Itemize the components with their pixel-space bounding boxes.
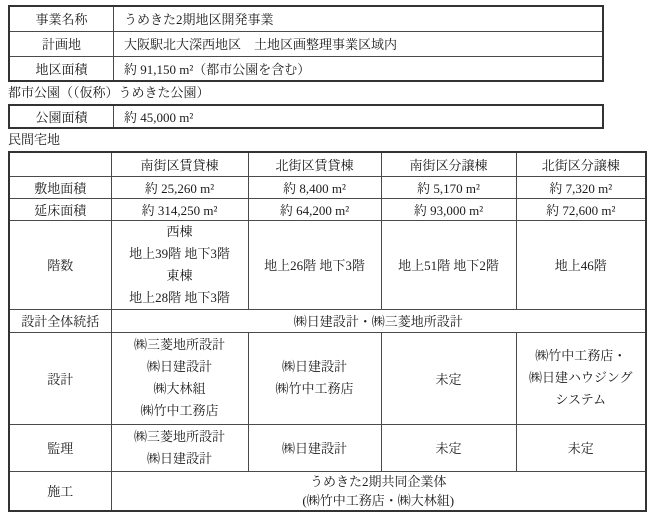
project-overview-table bbox=[8, 5, 604, 82]
cell-line: ㈱三菱地所設計 bbox=[133, 337, 225, 352]
cell-floors-4: 地上46階 bbox=[516, 220, 646, 309]
cell-line: ㈱竹中工務店 bbox=[275, 381, 354, 396]
cell-supervision-3: 未定 bbox=[381, 424, 516, 471]
row-label-design: 設計 bbox=[9, 332, 111, 424]
cell-line: システム bbox=[555, 392, 607, 407]
cell-line: ㈱日建設計 bbox=[146, 450, 212, 466]
row-label-supervision: 監理 bbox=[9, 424, 111, 471]
private-land-heading: 民間宅地 bbox=[8, 132, 61, 147]
park-table bbox=[8, 104, 604, 129]
cell-supervision-1 bbox=[111, 424, 248, 471]
row-label-floor-area: 延床面積 bbox=[9, 198, 111, 220]
cell-supervision-4: 未定 bbox=[516, 424, 646, 471]
table-row-floors bbox=[9, 220, 646, 309]
cell-line: ㈱日建設計 bbox=[146, 359, 212, 374]
cell-line: ㈱日建ハウジング bbox=[529, 370, 633, 385]
cell-line: 地上39階 地下3階 bbox=[129, 245, 230, 261]
cell-floors-2: 地上26階 地下3階 bbox=[248, 220, 381, 309]
cell-design-2 bbox=[248, 332, 381, 424]
cell-design-supervision: ㈱日建設計・㈱三菱地所設計 bbox=[111, 309, 646, 332]
cell-design-4 bbox=[516, 332, 646, 424]
row-label-district-area: 地区面積 bbox=[9, 56, 114, 81]
table-row bbox=[9, 31, 603, 56]
table-row bbox=[9, 105, 603, 128]
row-label-floors: 階数 bbox=[9, 220, 111, 309]
row-value-business-name: うめきた2期地区開発事業 bbox=[114, 6, 604, 31]
buildings-header-row bbox=[9, 152, 646, 176]
row-label-business-name: 事業名称 bbox=[9, 6, 114, 31]
cell-site-area-2: 約 8,400 m² bbox=[248, 176, 381, 198]
row-value-park-area: 約 45,000 m² bbox=[114, 105, 604, 128]
cell-construction bbox=[111, 471, 646, 511]
table-row-design-supervision bbox=[9, 309, 646, 332]
row-value-district-area: 約 91,150 m²（都市公園を含む） bbox=[114, 56, 604, 81]
cell-line: うめきた2期共同企業体 bbox=[309, 473, 447, 489]
row-label-site-area: 敷地面積 bbox=[9, 176, 111, 198]
row-label-construction: 施工 bbox=[9, 471, 111, 511]
cell-line: 地上28階 地下3階 bbox=[129, 289, 230, 305]
corner-cell bbox=[9, 152, 111, 176]
row-label-design-supervision: 設計全体統括 bbox=[9, 309, 111, 332]
cell-floor-area-4: 約 72,600 m² bbox=[516, 198, 646, 220]
cell-line: ㈱竹中工務店・ bbox=[535, 348, 627, 363]
table-row-design bbox=[9, 332, 646, 424]
table-row bbox=[9, 6, 603, 31]
cell-line: ㈱竹中工務店 bbox=[140, 403, 219, 418]
column-header-south-rental: 南街区賃貸棟 bbox=[111, 152, 248, 176]
column-header-south-condo: 南街区分譲棟 bbox=[381, 152, 516, 176]
cell-design-3: 未定 bbox=[381, 332, 516, 424]
row-value-planned-site: 大阪駅北大深西地区 土地区画整理事業区域内 bbox=[114, 31, 604, 56]
cell-line: (㈱竹中工務店・㈱大林組) bbox=[302, 492, 455, 508]
cell-floor-area-3: 約 93,000 m² bbox=[381, 198, 516, 220]
buildings-table bbox=[8, 151, 647, 512]
cell-supervision-2: ㈱日建設計 bbox=[248, 424, 381, 471]
column-header-north-condo: 北街区分譲棟 bbox=[516, 152, 646, 176]
cell-floor-area-1: 約 314,250 m² bbox=[111, 198, 248, 220]
row-label-planned-site: 計画地 bbox=[9, 31, 114, 56]
cell-line: ㈱大林組 bbox=[153, 381, 206, 396]
cell-site-area-1: 約 25,260 m² bbox=[111, 176, 248, 198]
park-section-heading: 都市公園（（仮称）うめきた公園） bbox=[8, 85, 210, 100]
table-row-floor-area bbox=[9, 198, 646, 220]
cell-site-area-4: 約 7,320 m² bbox=[516, 176, 646, 198]
table-row-site-area bbox=[9, 176, 646, 198]
cell-design-1 bbox=[111, 332, 248, 424]
row-label-park-area: 公園面積 bbox=[9, 105, 114, 128]
cell-line: 西棟 bbox=[166, 223, 193, 239]
cell-line: ㈱三菱地所設計 bbox=[133, 428, 225, 444]
cell-floors-1 bbox=[111, 220, 248, 309]
cell-line: ㈱日建設計 bbox=[281, 359, 347, 374]
table-row-construction bbox=[9, 471, 646, 511]
cell-floor-area-2: 約 64,200 m² bbox=[248, 198, 381, 220]
cell-site-area-3: 約 5,170 m² bbox=[381, 176, 516, 198]
cell-line: 東棟 bbox=[166, 267, 193, 283]
table-row bbox=[9, 56, 603, 81]
column-header-north-rental: 北街区賃貸棟 bbox=[248, 152, 381, 176]
cell-floors-3: 地上51階 地下2階 bbox=[381, 220, 516, 309]
table-row-supervision bbox=[9, 424, 646, 471]
